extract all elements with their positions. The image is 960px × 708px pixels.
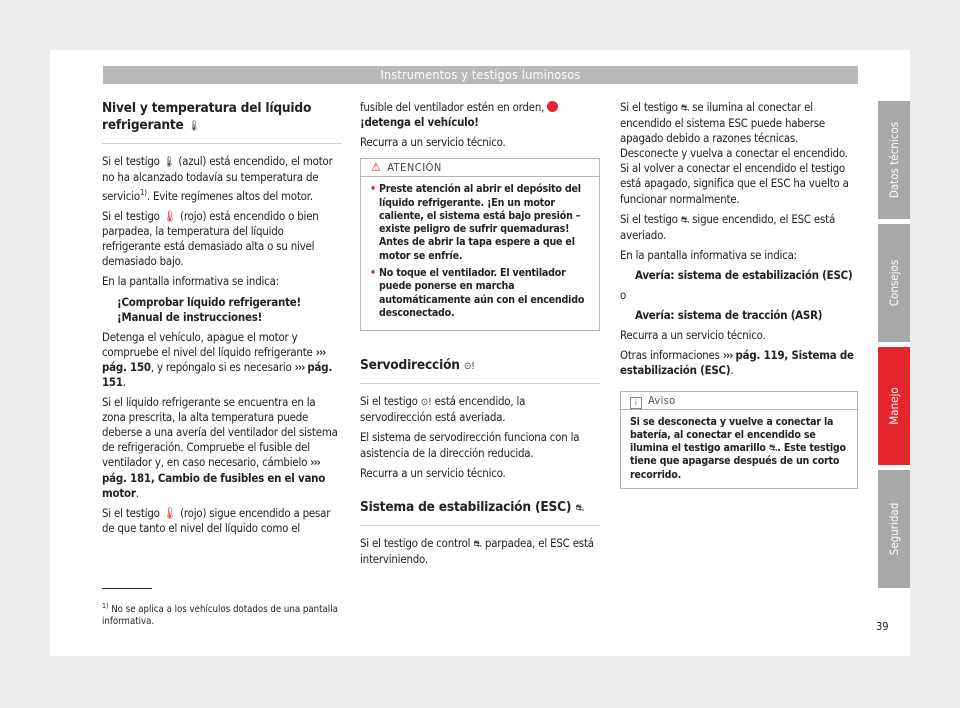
bullet-icon: • (370, 183, 376, 196)
coolant-paragraph-5: Si el líquido refrigerante se encuentra en la zona prescrita, la alta temperatura puede deberse a una avería del ventilador del sistema de refrigeración. Compruebe el fusible del ventilador y, en caso necesario, cámbielo ››› pág. 181, Cambio de fusibles en el vano motor. (102, 395, 338, 500)
warning-item: • No toque el ventilador. El ventilador puede ponerse en marcha automáticamente aún con el encendido desconectado. (370, 267, 585, 319)
servo-paragraph-1: Si el testigo ⊙! está encendido, la servodirección está averiada. (360, 394, 526, 425)
stop-icon (547, 101, 558, 112)
col3-paragraph-2: Si el testigo ⛐ sigue encendido, el ESC está averiado. (620, 211, 836, 242)
page-ref-link[interactable]: pág. 150 (102, 359, 151, 374)
chevron-right-icon: ››› (722, 348, 733, 363)
coolant-temperature-icon: 🌡︎ (162, 505, 178, 520)
esc-icon: ⛐ (680, 214, 690, 226)
display-message: Avería: sistema de tracción (ASR) (635, 308, 823, 323)
warning-header: ⚠ ATENCIÓN (361, 159, 599, 177)
steering-icon: ⊙! (420, 397, 432, 409)
column-3 (620, 100, 858, 489)
note-box (620, 391, 858, 489)
footnote-rule (102, 588, 152, 589)
coolant-temperature-icon: 🌡︎ (162, 157, 176, 168)
tab-consejos[interactable]: Consejos (878, 224, 910, 342)
coolant-paragraph-6: Si el testigo 🌡︎ (rojo) sigue encendido a pesar de que tanto el nivel del líquido como el (102, 505, 331, 535)
coolant-temperature-icon: 🌡︎ (162, 209, 178, 224)
coolant-section-title (102, 100, 342, 144)
servo-paragraph-3: Recurra a un servicio técnico. (360, 465, 506, 480)
bullet-icon: • (370, 267, 376, 280)
servo-paragraph-2: El sistema de servodirección funciona con la asistencia de la dirección reducida. (360, 430, 580, 460)
footnote (102, 600, 342, 628)
warning-item: • Preste atención al abrir el depósito del líquido refrigerante. ¡En un motor caliente, el sistema está bajo presión – existe peligro de sufrir quemaduras! Antes de abrir la tapa espere a que el motor se enfríe. (370, 183, 581, 262)
or-text: o (620, 288, 627, 303)
footnote-text: No se aplica a los vehículos dotados de una pantalla informativa. (102, 604, 338, 628)
chevron-right-icon: ››› (315, 344, 326, 359)
tab-datos-tecnicos[interactable]: Datos técnicos (878, 101, 910, 219)
servo-section-title: Servodirección ⊙! (360, 357, 600, 384)
display-message: Avería: sistema de estabilización (ESC) (635, 267, 853, 282)
steering-icon: ⊙! (463, 361, 475, 373)
col3-paragraph-4: Recurra a un servicio técnico. (620, 328, 766, 343)
col2-paragraph-1: fusible del ventilador estén en orden, ¡detenga el vehículo! (360, 100, 600, 130)
page-ref-link[interactable]: pág. 151 (102, 359, 333, 390)
warning-box (360, 158, 600, 331)
column-1 (102, 100, 342, 541)
esc-icon: ⛐ (473, 538, 482, 550)
coolant-paragraph-4: Detenga el vehículo, apague el motor y compruebe el nivel del líquido refrigerante ››› pág. 150, y repóngalo si es necesario ››› pág. 151. (102, 329, 333, 390)
tab-manejo[interactable]: Manejo (878, 347, 910, 465)
note-header: i Aviso (621, 392, 857, 410)
col2-paragraph-2: Recurra a un servicio técnico. (360, 135, 506, 150)
info-icon: i (630, 397, 642, 409)
page-number: 39 (876, 620, 889, 633)
column-2 (360, 100, 600, 572)
esc-paragraph-1: Si el testigo de control ⛐ parpadea, el ESC está interviniendo. (360, 535, 594, 566)
footnote-number: 1) (102, 602, 109, 610)
col3-paragraph-5: Otras informaciones ››› pág. 119, Sistema de estabilización (ESC). (620, 348, 854, 378)
coolant-paragraph-3: En la pantalla informativa se indica: (102, 274, 279, 289)
coolant-title-text: Nivel y temperatura del líquido refrigerante (102, 100, 312, 133)
esc-section-title: Sistema de estabilización (ESC) ⛐ (360, 499, 600, 526)
page-ref-link[interactable]: pág. 119, Sistema de estabilización (ESC) (620, 348, 854, 378)
coolant-paragraph-1: Si el testigo 🌡︎ (azul) está encendido, el motor no ha alcanzado todavía su temperatura de servicio$^{1)}$. Evite regímenes altos del motor. (102, 154, 333, 203)
tab-seguridad[interactable]: Seguridad (878, 470, 910, 588)
warning-body (361, 177, 599, 330)
note-body: Si se desconecta y vuelve a conectar la batería, al conectar el encendido se ilumina el testigo amarillo ⛐. Este testigo tiene que apagarse después de un corto recorrido. (630, 415, 846, 481)
warning-triangle-icon: ⚠ (371, 160, 382, 175)
page-header (103, 66, 858, 84)
chevron-right-icon: ››› (310, 455, 320, 470)
coolant-paragraph-2: Si el testigo 🌡︎ (rojo) está encendido o bien parpadea, la temperatura del líquido refrigerante está demasiado alta o su nivel demasiado bajo. (102, 209, 319, 269)
esc-icon: ⛐ (680, 103, 690, 114)
chevron-right-icon: ››› (294, 359, 305, 374)
col3-paragraph-1: Si el testigo ⛐ se ilumina al conectar el encendido el sistema ESC puede haberse apagado debido a razones técnicas. Desconecte y vuelva a conectar el encendido. Si al volver a conectar el encendido el testigo está apagado, significa que el ESC ha vuelto a funcionar normalmente. (620, 100, 849, 206)
header-title: Instrumentos y testigos luminosos (380, 67, 581, 82)
page-ref-link[interactable]: pág. 181, Cambio de fusibles en el vano motor (102, 470, 326, 500)
col3-paragraph-3: En la pantalla informativa se indica: (620, 247, 797, 262)
coolant-temperature-icon: 🌡︎ (187, 121, 201, 132)
esc-icon: ⛐ (575, 502, 584, 514)
display-message: ¡Comprobar líquido refrigerante! ¡Manual de instrucciones! (117, 294, 302, 324)
footnote-marker[interactable]: 1) (139, 188, 147, 198)
esc-icon: ⛐ (768, 443, 778, 455)
